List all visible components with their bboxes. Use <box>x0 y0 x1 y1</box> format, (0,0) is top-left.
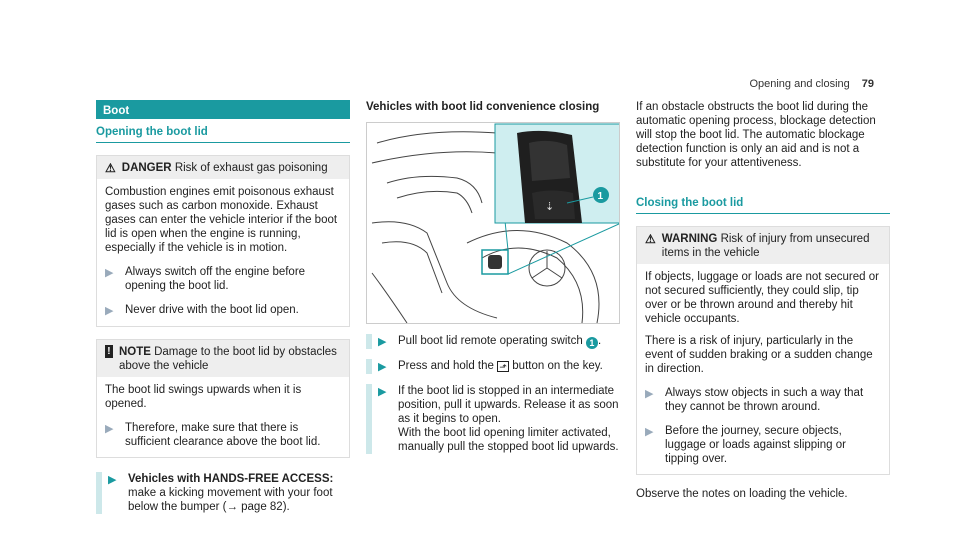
danger-lead: Risk of exhaust gas poisoning <box>174 162 328 174</box>
list-item: ▶ Never drive with the boot lid open. <box>105 304 299 317</box>
arrow-icon: ▶ <box>105 423 114 435</box>
warning-body-1: If objects, luggage or loads are not secured or not secured sufficiently, they could slip, tip over or be thrown around and thereby hit vehicle occupants. <box>645 271 879 325</box>
note-lead: Damage to the boot lid by obstacles above the vehicle <box>118 346 337 372</box>
danger-box <box>96 155 350 327</box>
danger-body: Combustion engines emit poisonous exhaust gases such as carbon monoxide. Exhaust gases can enter the vehicle interior if the boot lid is open when the engine is running, especially if the vehicle is in motion. <box>105 186 338 254</box>
intro-paragraph: If an obstacle obstructs the boot lid during the automatic opening process, blockage detection will stop the boot lid. The automatic blockage detection function is only an aid and is not a substitute for your attentiveness. <box>636 101 876 169</box>
column-2 <box>366 100 620 454</box>
warning-box <box>636 226 890 475</box>
page-header <box>749 78 874 90</box>
outro-paragraph: Observe the notes on loading the vehicle. <box>636 488 848 500</box>
list-item: ▶ Before the journey, secure objects, luggage or loads against slipping or tipping over. <box>645 425 846 465</box>
handsfree-text: make a kicking movement with your foot below the bumper (→ page 82). <box>128 487 333 513</box>
list-item: ▶ Always stow objects in such a way that they cannot be thrown around. <box>645 387 864 413</box>
list-item: ▶ Therefore, make sure that there is sufficient clearance above the boot lid. <box>105 422 321 448</box>
header-title: Opening and closing <box>749 78 850 90</box>
arrow-icon: ▶ <box>105 305 114 317</box>
door-switch-illustration <box>366 122 620 324</box>
note-box <box>96 339 350 458</box>
warning-label: WARNING <box>661 233 718 245</box>
note-label: NOTE <box>118 346 151 358</box>
subheading-opening: Opening the boot lid <box>96 125 350 143</box>
column-1 <box>96 100 350 514</box>
arrow-icon: ▶ <box>645 426 654 438</box>
exclamation-icon: ! <box>105 345 113 358</box>
boot-lid-key-icon: ⬏ <box>497 361 509 372</box>
warning-triangle-icon: ⚠ <box>645 232 656 246</box>
section-title: Boot <box>96 100 350 119</box>
note-body: The boot lid swings upwards when it is opened. <box>105 384 302 410</box>
subheading-closing: Closing the boot lid <box>636 196 890 214</box>
danger-label: DANGER <box>121 162 172 174</box>
step-3: ▶ If the boot lid is stopped in an intermediate position, pull it upwards. Release it as soon as it begins to open. With the boot lid opening limiter activated, manually pull the stopped boot lid upwards. <box>366 384 620 454</box>
subheading-convenience: Vehicles with boot lid convenience closing <box>366 101 600 113</box>
page-number: 79 <box>861 78 874 90</box>
arrow-icon: ▶ <box>378 386 387 398</box>
arrow-icon: ▶ <box>108 474 117 486</box>
svg-text:⇣: ⇣ <box>545 200 555 213</box>
callout-badge: 1 <box>586 337 598 349</box>
list-item: ▶ Always switch off the engine before opening the boot lid. <box>105 266 306 292</box>
warning-lead: Risk of injury from unsecured items in the vehicle <box>661 233 870 259</box>
handsfree-bold: Vehicles with HANDS-FREE ACCESS: <box>128 473 334 485</box>
arrow-icon: ▶ <box>645 388 654 400</box>
arrow-icon: ▶ <box>378 336 387 348</box>
column-3 <box>636 100 890 501</box>
arrow-icon: ▶ <box>105 267 114 279</box>
arrow-icon: ▶ <box>378 361 387 373</box>
handsfree-step <box>96 472 350 514</box>
callout-label: 1 <box>597 191 604 202</box>
step-2: ▶ Press and hold the ⬏ button on the key. <box>366 359 620 374</box>
door-illustration-svg <box>367 123 620 324</box>
step-1: ▶ Pull boot lid remote operating switch 1 . <box>366 334 620 349</box>
warning-triangle-icon: ⚠ <box>105 161 116 175</box>
warning-body-2: There is a risk of injury, particularly in the event of sudden braking or a sudden change in direction. <box>645 335 873 375</box>
